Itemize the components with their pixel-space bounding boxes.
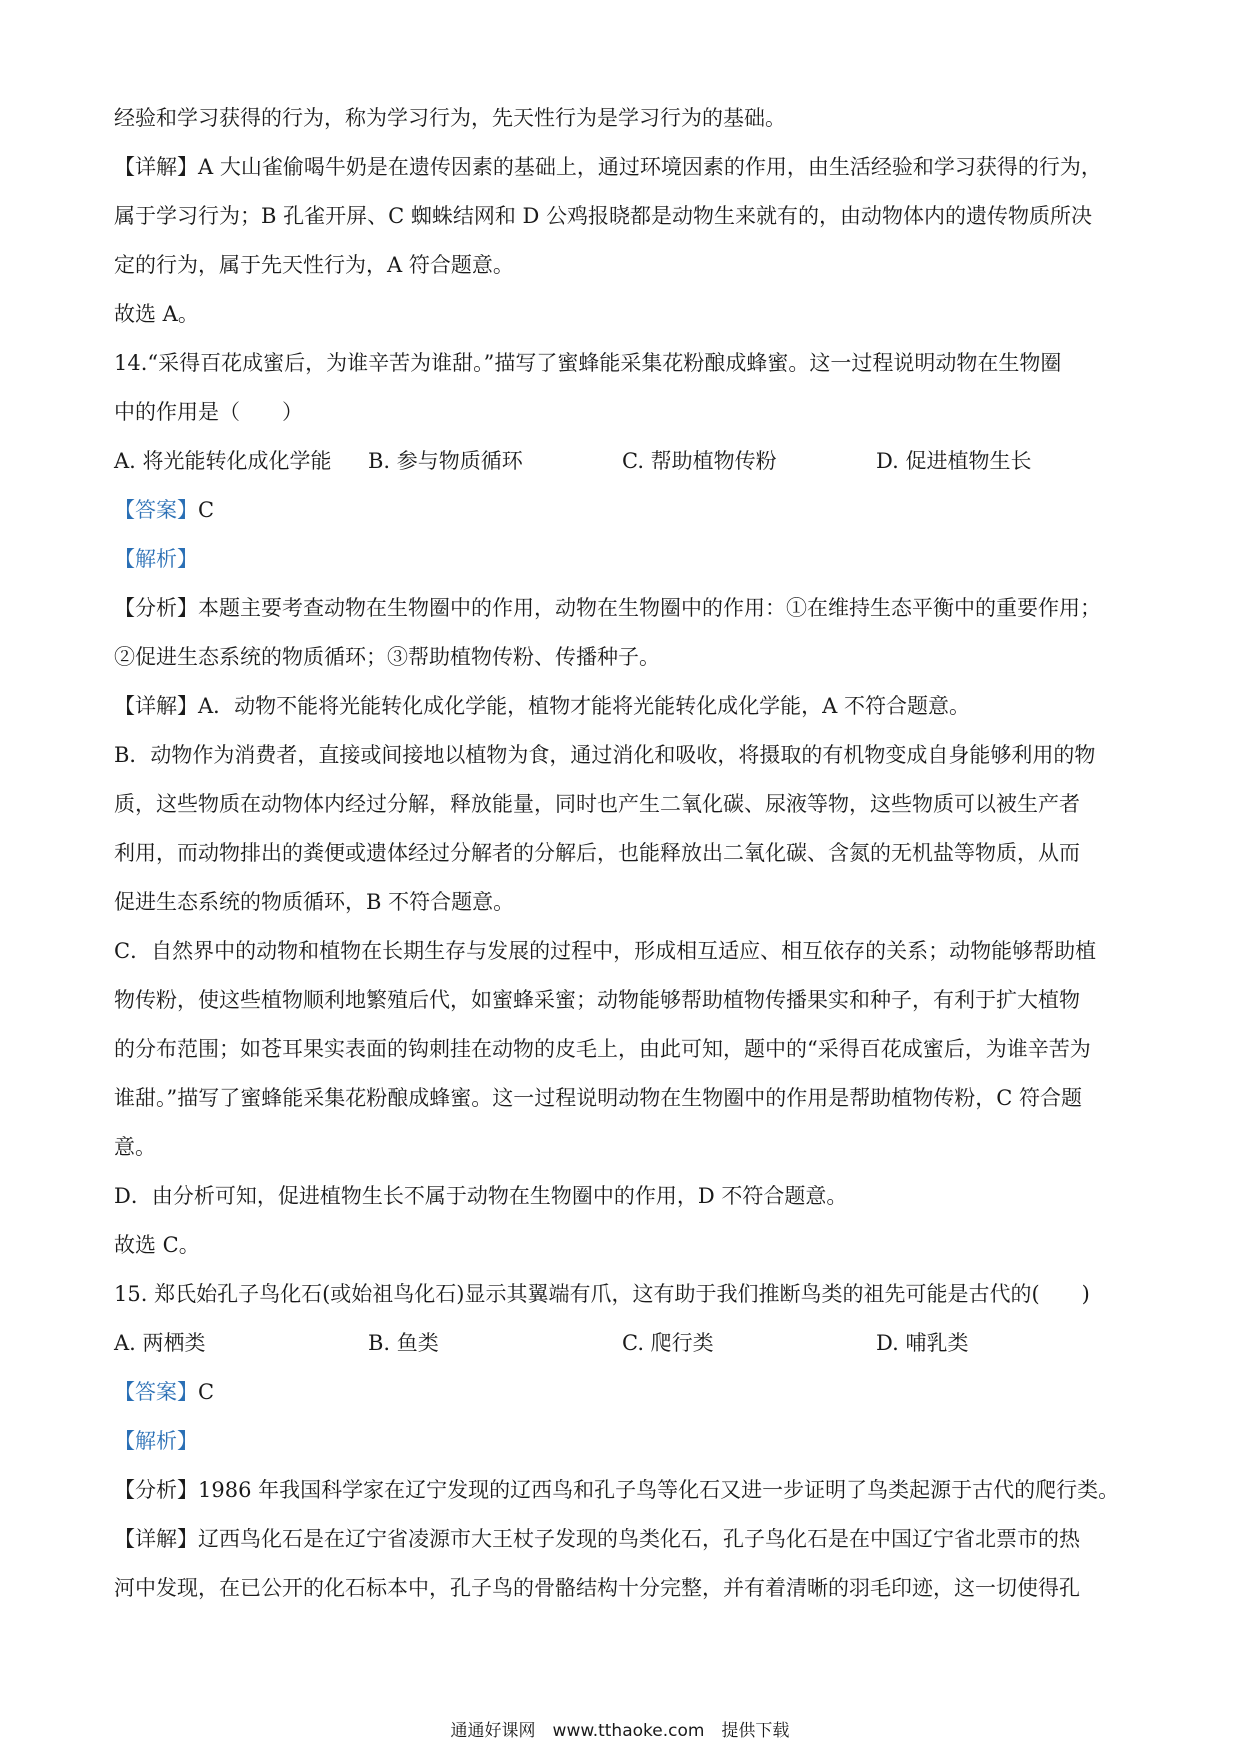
document-body: [114, 94, 1134, 1613]
fenxi-tag: 【分析】: [114, 1478, 198, 1502]
q14-detail-line: B．动物作为消费者，直接或间接地以植物为食，通过消化和吸收，将摄取的有机物变成自身能够利用的物: [114, 743, 1096, 767]
q14-option-a: A. 将光能转化成化学能: [114, 449, 332, 473]
q13-detail-line: [114, 143, 1134, 192]
q14-analysis-tag: 【解析】: [114, 547, 198, 571]
q14-fenxi-text: 本题主要考查动物在生物圈中的作用，动物在生物圈中的作用：①在维持生态平衡中的重要作用；: [198, 596, 1101, 620]
q15-option-a: A. 两栖类: [114, 1331, 206, 1355]
q14-detail-line: [114, 682, 1134, 731]
q14-detail-line: C．自然界中的动物和植物在长期生存与发展的过程中，形成相互适应、相互依存的关系；动物能够帮助植: [114, 939, 1097, 963]
detail-tag: 【详解】: [114, 694, 198, 718]
q15-fenxi-line: [114, 1466, 1134, 1515]
q13-detail-text: A 大山雀偷喝牛奶是在遗传因素的基础上，通过环境因素的作用，由生活经验和学习获得的行为，: [198, 155, 1102, 179]
q15-detail-line: [114, 1515, 1134, 1564]
q15-detail-line: 河中发现，在已公开的化石标本中，孔子鸟的骨骼结构十分完整，并有着清晰的羽毛印迹，这一切使得孔: [114, 1576, 1080, 1600]
q15-answer: [114, 1368, 1134, 1417]
q14-detail-line: 利用，而动物排出的粪便或遗体经过分解者的分解后，也能释放出二氧化碳、含氮的无机盐等物质，从而: [114, 841, 1080, 865]
q15-option-c: C. 爬行类: [622, 1331, 714, 1355]
q14-question-line: 14.“采得百花成蜜后，为谁辛苦为谁甜。”描写了蜜蜂能采集花粉酿成蜂蜜。这一过程说明动物在生物圈: [114, 351, 1062, 375]
q15-detail-text: 辽西鸟化石是在辽宁省凌源市大王杖子发现的鸟类化石，孔子鸟化石是在中国辽宁省北票市的热: [198, 1527, 1080, 1551]
q14-options: [114, 437, 1134, 486]
q13-conclusion: 故选 A。: [114, 302, 199, 326]
q13-analysis-line: 经验和学习获得的行为，称为学习行为，先天性行为是学习行为的基础。: [114, 106, 786, 130]
q14-detail-text: A．动物不能将光能转化成化学能，植物才能将光能转化成化学能，A 不符合题意。: [198, 694, 971, 718]
q15-option-b: B. 鱼类: [368, 1331, 439, 1355]
q14-answer: [114, 486, 1134, 535]
page-footer: 通通好课网 www.tthaoke.com 提供下载: [450, 1721, 790, 1741]
q15-analysis-tag: 【解析】: [114, 1429, 198, 1453]
q14-detail-line: 的分布范围；如苍耳果实表面的钩刺挂在动物的皮毛上，由此可知，题中的“采得百花成蜜后，为谁辛苦为: [114, 1037, 1091, 1061]
q14-detail-line: 物传粉，使这些植物顺利地繁殖后代，如蜜蜂采蜜；动物能够帮助植物传播果实和种子，有利于扩大植物: [114, 988, 1080, 1012]
q14-option-b: B. 参与物质循环: [368, 449, 523, 473]
q14-detail-line: 谁甜。”描写了蜜蜂能采集花粉酿成蜂蜜。这一过程说明动物在生物圈中的作用是帮助植物传粉，C 符合题: [114, 1086, 1082, 1110]
q15-fenxi-text: 1986 年我国科学家在辽宁发现的辽西鸟和孔子鸟等化石又进一步证明了鸟类起源于古代的爬行类。: [198, 1478, 1120, 1502]
q14-option-c: C. 帮助植物传粉: [622, 449, 777, 473]
q14-question-line: 中的作用是（ ）: [114, 400, 303, 424]
detail-tag: 【详解】: [114, 155, 198, 179]
q14-detail-line: 质，这些物质在动物体内经过分解，释放能量，同时也产生二氧化碳、尿液等物，这些物质可以被生产者: [114, 792, 1080, 816]
answer-tag: 【答案】: [114, 498, 198, 522]
q14-fenxi-line: [114, 584, 1134, 633]
q14-detail-line: 意。: [114, 1135, 156, 1159]
answer-tag: 【答案】: [114, 1380, 198, 1404]
detail-tag: 【详解】: [114, 1527, 198, 1551]
answer-value: C: [198, 1380, 215, 1404]
fenxi-tag: 【分析】: [114, 596, 198, 620]
q14-detail-line: 促进生态系统的物质循环，B 不符合题意。: [114, 890, 515, 914]
q14-option-d: D. 促进植物生长: [876, 449, 1032, 473]
answer-value: C: [198, 498, 215, 522]
q14-fenxi-line: ②促进生态系统的物质循环；③帮助植物传粉、传播种子。: [114, 645, 660, 669]
q15-options: [114, 1319, 1134, 1368]
q14-conclusion: 故选 C。: [114, 1233, 200, 1257]
q13-detail-line: 属于学习行为；B 孔雀开屏、C 蜘蛛结网和 D 公鸡报晓都是动物生来就有的，由动物体内的遗传物质所决: [114, 204, 1093, 228]
q15-question-line: 15. 郑氏始孔子鸟化石(或始祖鸟化石)显示其翼端有爪，这有助于我们推断鸟类的祖先可能是古代的( ): [114, 1282, 1090, 1306]
q13-detail-line: 定的行为，属于先天性行为，A 符合题意。: [114, 253, 514, 277]
q14-detail-line: D．由分析可知，促进植物生长不属于动物在生物圈中的作用，D 不符合题意。: [114, 1184, 848, 1208]
q15-option-d: D. 哺乳类: [876, 1331, 969, 1355]
